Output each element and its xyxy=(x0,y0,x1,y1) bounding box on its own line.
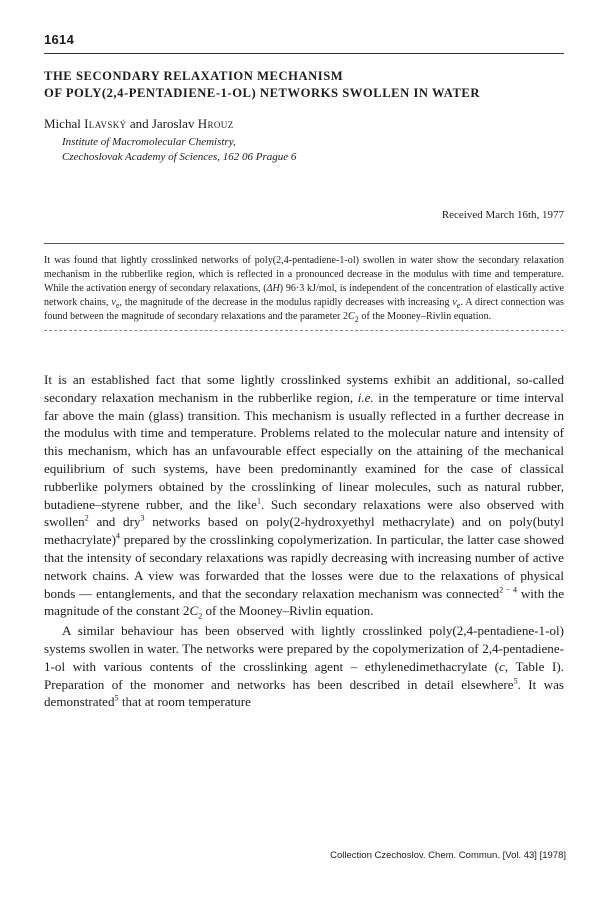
para1-text-c: . Such secondary relaxations were also observed with swollen xyxy=(44,496,564,530)
author-2-last: Hrouz xyxy=(197,116,234,131)
abstract xyxy=(44,254,564,324)
reference-4: 4 xyxy=(115,531,120,541)
abstract-text-2: ) 96·3 kJ/mol, is independent of the concentration of elastically active network chains, xyxy=(44,283,564,308)
author-2-first: Jaroslav xyxy=(151,116,195,131)
nu-symbol-2: ν xyxy=(452,297,457,308)
para1-text-e: networks based on poly(2-hydroxyethyl methacrylate) and on poly(butyl methacrylate) xyxy=(44,514,564,548)
reference-2: 2 xyxy=(84,514,89,524)
para1-text-h: of the Mooney–Rivlin equation. xyxy=(202,603,374,619)
reference-1: 1 xyxy=(256,496,261,506)
author-1-first: Michal xyxy=(44,116,81,131)
abstract-text-5: of the Mooney–Rivlin equation. xyxy=(358,311,492,322)
ie-abbrev: i.e. xyxy=(357,389,374,405)
author-conjunction: and xyxy=(129,116,149,131)
abstract-top-rule xyxy=(44,243,564,244)
reference-2-4: 2 − 4 xyxy=(499,585,517,595)
received-date: Received March 16th, 1977 xyxy=(441,209,564,221)
author-list xyxy=(44,116,564,132)
paragraph-2 xyxy=(44,622,564,711)
para2-text-b: , Table I). Preparation of the monomer and networks has been described in detail elsewhere xyxy=(44,658,564,692)
para1-text-b: in the temperature or time interval far above the main (glass) transition. This mechanism is usually reflected in a further decrease in the modulus with time and temperature. Problems related to the molecular nature and intensity of this mechanism, which has an unfavourable effect especially on the attaining of the mechanical equilibrium of such systems, have been predominantly examined for the case of classical rubberlike polymers obtained by the crosslinking of linear molecules, such as natural rubber, butadiene–styrene rubber, and the like xyxy=(44,389,565,512)
abstract-text-3: , the magnitude of the decrease in the modulus rapidly decreases with increasing xyxy=(119,297,453,308)
para2-text-a: A similar behaviour has been observed with lightly crosslinked poly(2,4-pentadiene-1-ol) systems swollen in water. The networks were prepared by the copolymerization of 2,4-pentadiene-1-ol with various contents of the crosslinking agent – ethylenedimethacrylate ( xyxy=(44,623,564,674)
nu-subscript-2: e xyxy=(456,301,461,310)
para2-text-d: that at room temperature xyxy=(118,694,251,710)
journal-footer: Collection Czechoslov. Chem. Commun. [Vol. 43] [1978] xyxy=(330,850,566,861)
affiliation-line-2: Czechoslovak Academy of Sciences, 162 06 Prague 6 xyxy=(62,151,297,163)
para1-text-f: prepared by the crosslinking copolymerization. In particular, the latter case showed that the intensity of secondary relaxations was rapidly decreasing with increasing number of active network chains. A view was forwarded that the losses were due to the relaxations of physical bonds — entanglements, and that the secondary relaxation mechanism was connected xyxy=(44,532,564,601)
c-variable: c xyxy=(499,658,505,674)
article-page xyxy=(44,32,564,711)
c2-subscript: 2 xyxy=(198,611,203,621)
delta-h-symbol: ΔH xyxy=(266,283,280,294)
nu-symbol: ν xyxy=(111,297,116,308)
para2-text-c: . It was demonstrated xyxy=(44,676,564,710)
article-title xyxy=(44,68,564,102)
header-rule xyxy=(44,53,564,54)
reference-3: 3 xyxy=(140,514,145,524)
para1-text-d: and dry xyxy=(88,514,141,530)
author-1-last: Ilavský xyxy=(84,116,127,131)
nu-subscript: e xyxy=(115,301,120,310)
para1-text-a: It is an established fact that some lightly crosslinked systems exhibit an additional, so-called secondary relaxation mechanism in the rubberlike region, xyxy=(44,372,564,405)
affiliation xyxy=(44,135,564,165)
para1-text-g: with the magnitude of the constant 2 xyxy=(44,585,565,619)
abstract-bottom-rule xyxy=(44,330,564,331)
abstract-text-4: . A direct connection was found between the magnitude of secondary relaxations and the parameter 2 xyxy=(44,297,564,322)
body-text xyxy=(44,371,564,711)
c2-symbol: C xyxy=(189,603,199,619)
page-number: 1614 xyxy=(44,32,75,47)
c-symbol: C xyxy=(348,311,355,322)
reference-5b: 5 xyxy=(114,693,119,703)
reference-5a: 5 xyxy=(513,676,518,686)
affiliation-line-1: Institute of Macromolecular Chemistry, xyxy=(62,136,236,148)
abstract-text-1: It was found that lightly crosslinked networks of poly(2,4-pentadiene-1-ol) swollen in water show the secondary relaxation mechanism in the rubberlike region, which is reflected in a pronounced decrease in the modulus with time and temperature. While the activation energy of secondary relaxations, ( xyxy=(44,255,564,294)
paragraph-1 xyxy=(44,371,564,620)
title-line-2: OF POLY(2,4-PENTADIENE-1-OL) NETWORKS SWOLLEN IN WATER xyxy=(44,86,481,100)
title-line-1: THE SECONDARY RELAXATION MECHANISM xyxy=(44,69,344,83)
c-subscript: 2 xyxy=(354,315,359,324)
